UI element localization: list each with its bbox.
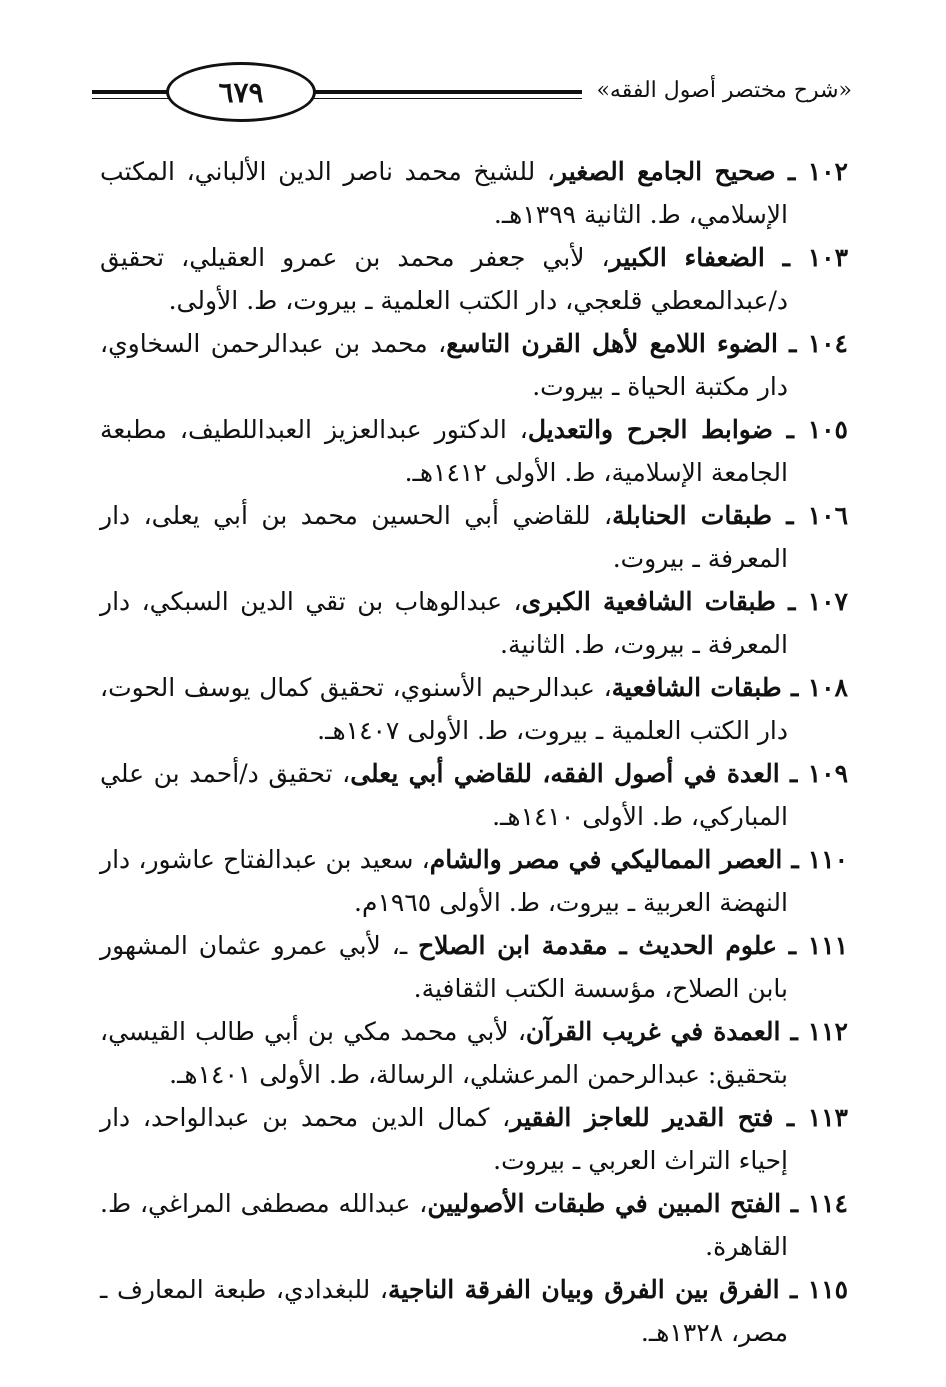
entry-first-line: ١٠٢ ـ صحيح الجامع الصغير، للشيخ محمد ناصر الدين الألباني، المكتب <box>100 157 848 186</box>
entry-continuation: دار الكتب العلمية ـ بيروت، ط. الأولى ١٤٠٧هـ. <box>317 716 788 745</box>
bibliography-entry <box>100 666 848 752</box>
bibliography-entry <box>100 1010 848 1096</box>
entry-details: ، للشيخ محمد ناصر الدين الألباني، المكتب <box>100 157 556 186</box>
entry-first-line: ١٠٦ ـ طبقات الحنابلة، للقاضي أبي الحسين محمد بن أبي يعلى، دار <box>100 501 849 530</box>
entry-title: الضوء اللامع لأهل القرن التاسع <box>446 329 778 358</box>
entry-title: العصر المماليكي في مصر والشام <box>429 845 783 874</box>
bibliography-list <box>100 150 848 1354</box>
bibliography-entry <box>100 150 848 236</box>
entry-number: ١٠٣ <box>807 243 849 272</box>
entry-details: ، لأبي محمد مكي بن أبي طالب القيسي، <box>100 1017 526 1046</box>
bibliography-entry <box>100 838 848 924</box>
entry-details: ، للقاضي أبي الحسين محمد بن أبي يعلى، دار <box>100 501 613 530</box>
entry-first-line: ١١٤ ـ الفتح المبين في طبقات الأصوليين، عبدالله مصطفى المراغي، ط. <box>100 1189 848 1218</box>
entry-number: ١١٢ <box>807 1017 848 1046</box>
entry-first-line: ١٠٨ ـ طبقات الشافعية، عبدالرحيم الأسنوي، تحقيق كمال يوسف الحوت، <box>100 673 848 702</box>
bibliography-entry <box>100 752 848 838</box>
entry-title: العدة في أصول الفقه، للقاضي أبي يعلى <box>350 759 780 788</box>
entry-details: ـ، لأبي عمرو عثمان المشهور <box>100 931 419 960</box>
entry-number: ١١٤ <box>807 1189 848 1218</box>
entry-details: ، لأبي جعفر محمد بن عمرو العقيلي، تحقيق <box>100 243 610 272</box>
entry-first-line: ١٠٣ ـ الضعفاء الكبير، لأبي جعفر محمد بن عمرو العقيلي، تحقيق <box>100 243 849 272</box>
entry-continuation: بابن الصلاح، مؤسسة الكتب الثقافية. <box>413 974 788 1003</box>
entry-number: ١١١ <box>807 931 849 960</box>
entry-details: ، محمد بن عبدالرحمن السخاوي، <box>100 329 447 358</box>
bibliography-entry <box>100 1268 848 1354</box>
entry-continuation: المباركي، ط. الأولى ١٤١٠هـ. <box>492 802 788 831</box>
running-title: «شرح مختصر أصول الفقه» <box>582 74 852 108</box>
bibliography-entry <box>100 408 848 494</box>
entry-number: ١١٠ <box>807 845 849 874</box>
bibliography-entry <box>100 236 848 322</box>
bibliography-entry <box>100 580 848 666</box>
entry-number: ١٠٢ <box>807 157 848 186</box>
bibliography-entry <box>100 1096 848 1182</box>
entry-title: الفتح المبين في طبقات الأصوليين <box>427 1189 782 1218</box>
entry-continuation: القاهرة. <box>705 1232 788 1261</box>
entry-number: ١٠٦ <box>807 501 849 530</box>
entry-first-line: ١١٥ ـ الفرق بين الفرق وبيان الفرقة الناجية، للبغدادي، طبعة المعارف ـ <box>100 1275 849 1304</box>
entry-title: صحيح الجامع الصغير <box>555 157 776 186</box>
entry-title: فتح القدير للعاجز الفقير <box>510 1103 774 1132</box>
entry-continuation: مصر، ١٣٢٨هـ. <box>640 1318 788 1347</box>
entry-first-line: ١٠٤ ـ الضوء اللامع لأهل القرن التاسع، محمد بن عبدالرحمن السخاوي، <box>100 329 848 358</box>
entry-number: ١٠٥ <box>807 415 848 444</box>
bibliography-entry <box>100 494 848 580</box>
entry-details: ، سعيد بن عبدالفتاح عاشور، دار <box>100 845 430 874</box>
entry-first-line: ١٠٧ ـ طبقات الشافعية الكبرى، عبدالوهاب بن تقي الدين السبكي، دار <box>100 587 848 616</box>
entry-continuation: دار مكتبة الحياة ـ بيروت. <box>532 372 788 401</box>
entry-title: الفرق بين الفرق وبيان الفرقة الناجية <box>388 1275 780 1304</box>
entry-continuation: إحياء التراث العربي ـ بيروت. <box>493 1146 788 1175</box>
entry-details: ، عبدالرحيم الأسنوي، تحقيق كمال يوسف الحوت، <box>100 673 612 702</box>
entry-details: ، تحقيق د/أحمد بن علي <box>100 759 351 788</box>
bibliography-entry <box>100 322 848 408</box>
entry-number: ١٠٤ <box>807 329 848 358</box>
entry-continuation: بتحقيق: عبدالرحمن المرعشلي، الرسالة، ط. الأولى ١٤٠١هـ. <box>169 1060 788 1089</box>
entry-title: ضوابط الجرح والتعديل <box>527 415 773 444</box>
bibliography-entry <box>100 1182 848 1268</box>
entry-title: العمدة في غريب القرآن <box>525 1017 781 1046</box>
entry-continuation: الجامعة الإسلامية، ط. الأولى ١٤١٢هـ. <box>404 458 788 487</box>
entry-details: ، عبدالوهاب بن تقي الدين السبكي، دار <box>100 587 522 616</box>
entry-title: طبقات الشافعية <box>611 673 782 702</box>
entry-first-line: ١٠٩ ـ العدة في أصول الفقه، للقاضي أبي يعلى، تحقيق د/أحمد بن علي <box>100 759 849 788</box>
entry-number: ١١٥ <box>807 1275 849 1304</box>
entry-continuation: د/عبدالمعطي قلعجي، دار الكتب العلمية ـ بيروت، ط. الأولى. <box>168 286 788 315</box>
page-header <box>92 62 852 132</box>
entry-number: ١٠٩ <box>807 759 849 788</box>
entry-details: ، للبغدادي، طبعة المعارف ـ <box>100 1275 389 1304</box>
entry-number: ١١٣ <box>807 1103 848 1132</box>
entry-number: ١٠٧ <box>807 587 848 616</box>
entry-first-line: ١١٢ ـ العمدة في غريب القرآن، لأبي محمد مكي بن أبي طالب القيسي، <box>100 1017 848 1046</box>
entry-first-line: ١٠٥ ـ ضوابط الجرح والتعديل، الدكتور عبدالعزيز العبداللطيف، مطبعة <box>100 415 848 444</box>
entry-first-line: ١١٣ ـ فتح القدير للعاجز الفقير، كمال الدين محمد بن عبدالواحد، دار <box>100 1103 848 1132</box>
entry-details: ، الدكتور عبدالعزيز العبداللطيف، مطبعة <box>100 415 528 444</box>
bibliography-entry <box>100 924 848 1010</box>
entry-first-line: ١١٠ ـ العصر المماليكي في مصر والشام، سعيد بن عبدالفتاح عاشور، دار <box>100 845 849 874</box>
entry-continuation: الإسلامي، ط. الثانية ١٣٩٩هـ. <box>493 200 788 229</box>
entry-continuation: المعرفة ـ بيروت. <box>612 544 788 573</box>
entry-title: الضعفاء الكبير <box>609 243 765 272</box>
entry-first-line: ١١١ ـ علوم الحديث ـ مقدمة ابن الصلاح ـ، لأبي عمرو عثمان المشهور <box>100 931 849 960</box>
entry-details: ، كمال الدين محمد بن عبدالواحد، دار <box>100 1103 511 1132</box>
entry-continuation: المعرفة ـ بيروت، ط. الثانية. <box>500 630 788 659</box>
entry-details: ، عبدالله مصطفى المراغي، ط. <box>100 1189 428 1218</box>
entry-number: ١٠٨ <box>807 673 848 702</box>
entry-title: طبقات الحنابلة <box>612 501 773 530</box>
entry-continuation: النهضة العربية ـ بيروت، ط. الأولى ١٩٦٥م. <box>354 888 788 917</box>
entry-title: طبقات الشافعية الكبرى <box>521 587 776 616</box>
page-number: ٦٧٩ <box>166 62 316 122</box>
entry-title: علوم الحديث ـ مقدمة ابن الصلاح <box>418 931 777 960</box>
